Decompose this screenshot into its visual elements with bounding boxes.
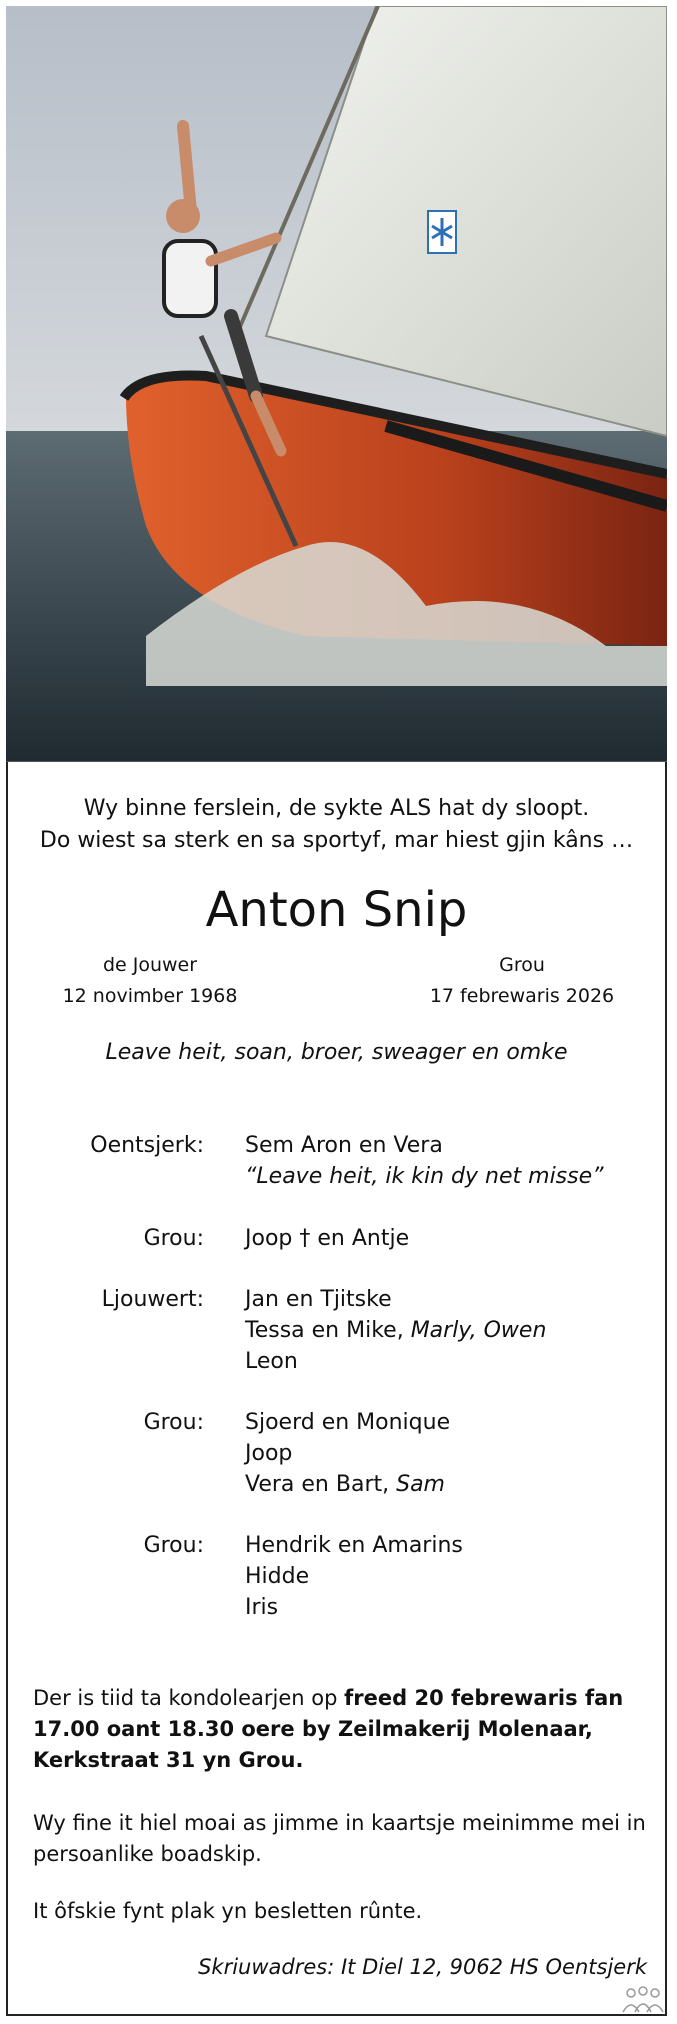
family-line-part: Vera en Bart,: [245, 1472, 397, 1497]
family-line: Leon: [245, 1349, 298, 1374]
family-line: Joop: [245, 1441, 293, 1466]
card-note: Wy fine it hiel moai as jimme in kaartsje meinimme mei in persoanlike boadskip.: [33, 1811, 646, 1866]
family-place: Ljouwert:: [101, 1287, 204, 1312]
family-role: Leave heit, soan, broer, sweager en omke: [105, 1040, 568, 1065]
mailing-address: Skriuwadres: It Diel 12, 9062 HS Oentsjerk: [198, 1955, 647, 1979]
family-place: Grou:: [143, 1226, 204, 1251]
family-line: Iris: [245, 1595, 279, 1620]
grandchildren-names: Sam: [396, 1472, 445, 1497]
quote-line-1: Wy binne ferslein, de sykte ALS hat dy sloopt.: [83, 796, 590, 821]
death-info: [392, 950, 652, 1012]
family-line: Hendrik en Amarins: [245, 1533, 463, 1558]
birth-info: [20, 950, 280, 1012]
people-group-logo-icon: [619, 1984, 667, 2014]
grandchildren-names: Marly, Owen: [410, 1318, 547, 1343]
family-line: “Leave heit, ik kin dy net misse”: [245, 1164, 604, 1189]
family-line: [245, 1315, 546, 1346]
family-line: Jan en Tjitske: [245, 1287, 392, 1312]
condolence-details: freed 20 febrewaris fan 17.00 oant 18.30 oere by Zeilmakerij Molenaar, Kerkstraat 31 yn Grou.: [33, 1686, 624, 1772]
condolence-text: Der is tiid ta kondolearjen op: [33, 1686, 345, 1710]
family-line: Sem Aron en Vera: [245, 1133, 443, 1158]
deceased-name: Anton Snip: [205, 882, 468, 938]
death-date: 17 febrewaris 2026: [429, 985, 615, 1007]
family-place: Grou:: [143, 1533, 204, 1558]
family-line: Hidde: [245, 1564, 310, 1589]
windmill-flag-icon: [428, 211, 456, 253]
condolence-info: [33, 1683, 653, 1776]
family-place: Oentsjerk:: [90, 1133, 204, 1158]
sailing-boat-photo: [6, 6, 667, 762]
quote-line-2: Do wiest sa sterk en sa sportyf, mar hiest gjin kâns …: [39, 828, 634, 853]
family-line-part: Tessa en Mike,: [245, 1318, 411, 1343]
quote: [6, 793, 667, 857]
birth-date: 12 novimber 1968: [62, 985, 238, 1007]
death-place: Grou: [499, 954, 545, 976]
farewell-note: It ôfskie fynt plak yn besletten rûnte.: [33, 1899, 423, 1923]
family-place: Grou:: [143, 1410, 204, 1435]
family-line: Joop † en Antje: [245, 1226, 410, 1251]
birth-place: de Jouwer: [102, 954, 198, 976]
family-line: Sjoerd en Monique: [245, 1410, 451, 1435]
family-line: [245, 1469, 450, 1500]
